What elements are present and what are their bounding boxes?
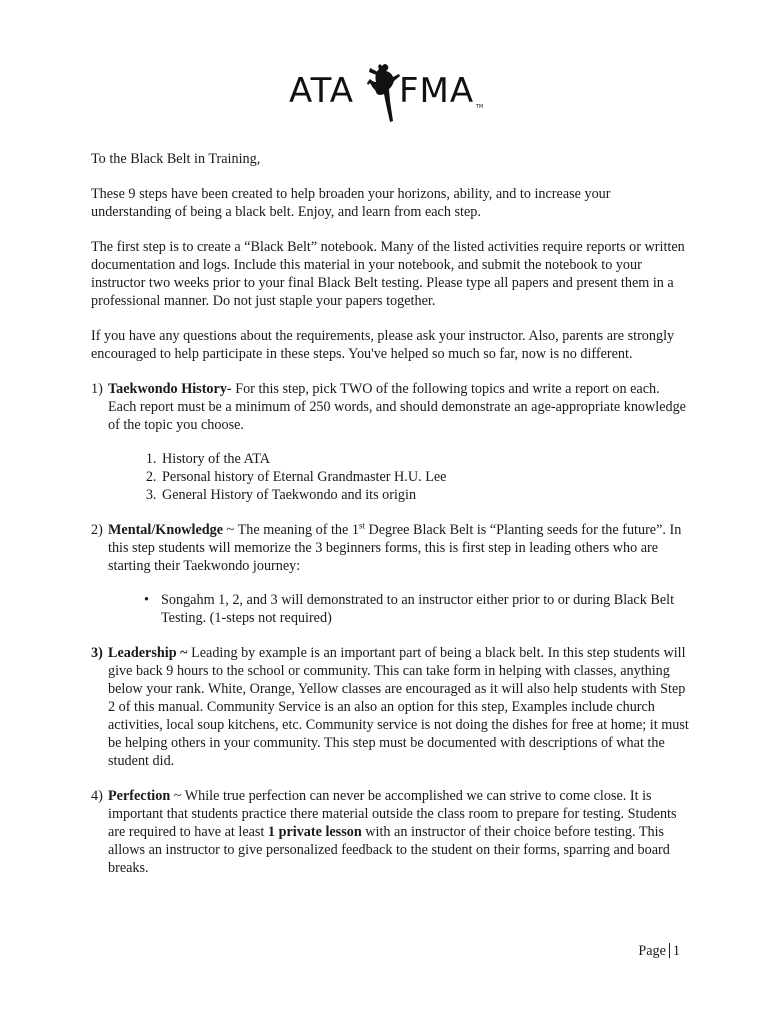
step-4-perfection xyxy=(91,787,691,877)
step-text-cont: with an instructor of their choice before testing. This allows an instructor to give personalized feedback to the student on their forms, sparring and board breaks. xyxy=(108,824,670,876)
intro-paragraph: These 9 steps have been created to help broaden your horizons, ability, and to increase your understanding of being a black belt. Enjoy, and learn from each step. xyxy=(91,186,611,220)
page-label: Page xyxy=(638,943,666,959)
topics-list xyxy=(108,450,691,504)
letter-body xyxy=(91,150,691,877)
step-number: 4) xyxy=(91,788,103,804)
logo-trademark: TM xyxy=(476,104,484,110)
step-title: Leadership ~ xyxy=(108,645,188,661)
step-title: Perfection xyxy=(108,788,171,804)
step-text-cont: Degree Black Belt is “Planting seeds for the future”. In this step students will memorize the 3 beginners forms, this is first step in leading others who are starting their Taekwondo journey: xyxy=(108,522,682,574)
step-title: Taekwondo History- xyxy=(108,381,232,397)
greeting: To the Black Belt in Training, xyxy=(91,151,261,167)
forms-list xyxy=(108,591,691,627)
list-item: 2. Personal history of Eternal Grandmaster H.U. Lee xyxy=(160,468,691,486)
first-step-paragraph: The first step is to create a “Black Belt” notebook. Many of the listed activities require reports or written documentation and logs. Include this material in your notebook, and submit the notebook to your instructor two weeks prior to your final Black Belt testing. Please type all papers and present them in a professional manner. Do not just staple your papers together. xyxy=(91,239,685,309)
step-text: ~ The meaning of the 1 xyxy=(223,522,359,538)
list-item: • Songahm 1, 2, and 3 will demonstrated to an instructor either prior to or during Black Belt Testing. (1-steps not required) xyxy=(161,591,691,627)
logo-fma-text: FMA xyxy=(399,71,475,111)
ordinal-suffix: st xyxy=(358,520,365,531)
page-number: 1 xyxy=(672,943,680,959)
step-1-history xyxy=(91,380,691,504)
step-title: Mental/Knowledge xyxy=(108,522,224,538)
ata-fma-logo xyxy=(289,62,489,128)
martial-artist-kick-icon xyxy=(367,62,401,128)
step-number: 1) xyxy=(91,381,103,397)
step-number: 3) xyxy=(91,645,103,661)
page-footer xyxy=(638,942,680,960)
step-3-leadership xyxy=(91,644,691,770)
step-text: For this step, pick TWO of the following topics and write a report on each. Each report must be a minimum of 250 words, and should demonstrate an age-appropriate knowledge of the topic you choose. xyxy=(108,381,686,433)
step-number: 2) xyxy=(91,522,103,538)
step-2-mental-knowledge xyxy=(91,521,691,627)
step-text: Leading by example is an important part of being a black belt. In this step students will give back 9 hours to the school or community. This can take form in helping with classes, anything below your rank. White, Orange, Yellow classes are encouraged as it will also help students with Step 2 of this manual. Community Service is an also an option for this step, Examples include church activities, local soup kitchens, etc. Community service is not doing the dishes for free at home; it must be helping others in your community. This step must be documented with descriptions of what the student did. xyxy=(108,645,689,769)
step-text: ~ While true perfection can never be accomplished we can strive to come close. It is important that students practice there material outside the class room to prepare for testing. Students are required to have at least xyxy=(108,788,677,840)
private-lesson-emphasis: 1 private lesson xyxy=(267,824,362,840)
list-item: 1. History of the ATA xyxy=(160,450,691,468)
list-item: 3. General History of Taekwondo and its origin xyxy=(160,486,691,504)
logo-ata-text: ATA xyxy=(289,71,355,111)
questions-paragraph: If you have any questions about the requirements, please ask your instructor. Also, parents are strongly encouraged to help participate in these steps. You've helped so much so far, now is no different. xyxy=(91,328,675,362)
footer-divider xyxy=(669,943,670,958)
